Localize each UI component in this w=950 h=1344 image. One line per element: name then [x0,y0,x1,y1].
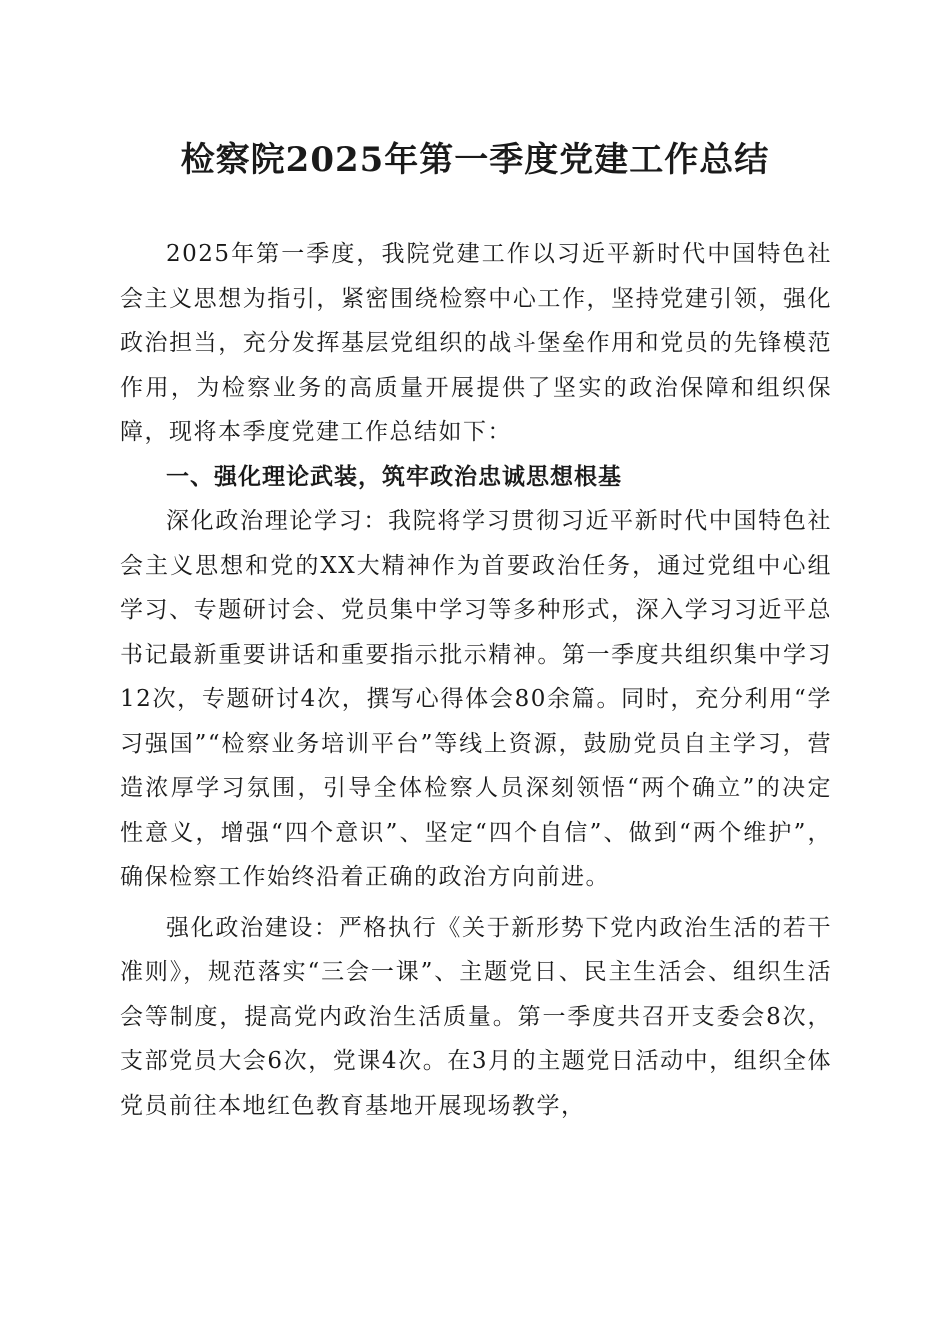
document-title: 检察院2025年第一季度党建工作总结 [180,140,770,180]
document-body [120,232,832,1128]
section-1-paragraph-2: 强化政治建设：严格执行《关于新形势下党内政治生活的若干准则》，规范落实“三会一课”、主题党日、民主生活会、组织生活会等制度，提高党内政治生活质量。第一季度共召开支委会8次，支部党员大会6次，党课4次。在3月的主题党日活动中，组织全体党员前往本地红色教育基地开展现场教学， [120,914,832,1119]
section-1-paragraph-1: 深化政治理论学习：我院将学习贯彻习近平新时代中国特色社会主义思想和党的XX大精神作为首要政治任务，通过党组中心组学习、专题研讨会、党员集中学习等多种形式，深入学习习近平总书记最新重要讲话和重要指示批示精神。第一季度共组织集中学习12次，专题研讨4次，撰写心得体会80余篇。同时，充分利用“学习强国”“检察业务培训平台”等线上资源，鼓励党员自主学习，营造浓厚学习氛围，引导全体检察人员深刻领悟“两个确立”的决定性意义，增强“四个意识”、坚定“四个自信”、做到“两个维护”，确保检察工作始终沿着正确的政治方向前进。 [120,508,832,890]
section-1-heading: 一、强化理论武装，筑牢政治忠诚思想根基 [166,463,622,490]
intro-paragraph: 2025年第一季度，我院党建工作以习近平新时代中国特色社会主义思想为指引，紧密围绕检察中心工作，坚持党建引领，强化政治担当，充分发挥基层党组织的战斗堡垒作用和党员的先锋模范作用，为检察业务的高质量开展提供了坚实的政治保障和组织保障，现将本季度党建工作总结如下： [120,241,832,445]
